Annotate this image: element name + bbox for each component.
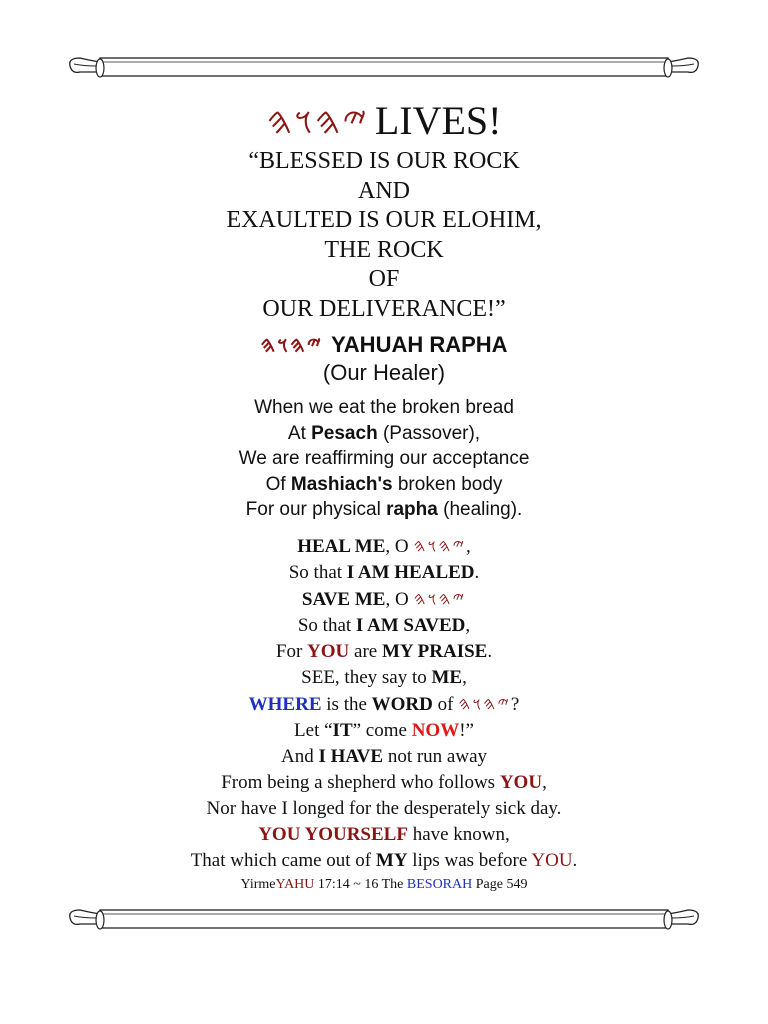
- poem-line: [0, 533, 768, 560]
- quote-block: [0, 147, 768, 324]
- poem-line: [0, 560, 768, 586]
- text-run: broken body: [392, 473, 503, 495]
- text-run: ,: [465, 614, 471, 636]
- page-content: [0, 98, 768, 894]
- text-run-bold: Pesach: [311, 422, 378, 444]
- text-run: are: [349, 640, 382, 662]
- text-run-red: YOU: [531, 849, 573, 871]
- text-run: not run away: [383, 745, 488, 767]
- text-run: .: [572, 849, 578, 871]
- text-run: have known,: [407, 823, 510, 845]
- text-run: .: [474, 561, 480, 583]
- quote-line: AND: [358, 177, 410, 204]
- subtitle-line: [0, 331, 768, 359]
- para-line: When we eat the broken bread: [254, 397, 514, 418]
- text-run-bold: rapha: [386, 499, 438, 521]
- text-run: (healing).: [437, 499, 523, 521]
- text-run: .: [487, 640, 493, 662]
- text-run-red: YOU: [307, 640, 350, 662]
- subtitle-text: YAHUAH RAPHA: [331, 332, 508, 357]
- text-run: !”: [459, 719, 474, 741]
- text-run: , O: [385, 588, 414, 610]
- text-run-bold: MY: [375, 849, 408, 871]
- text-run-bold: HEAL ME: [297, 535, 386, 557]
- text-run: 17:14 ~ 16 The: [314, 876, 407, 892]
- poem-line: [0, 639, 768, 665]
- text-run-bold: I AM HEALED: [346, 561, 475, 583]
- text-run-bright-red: NOW: [411, 719, 460, 741]
- poem-line: Nor have I longed for the desperately sick day.: [206, 797, 562, 819]
- para-line: [0, 421, 768, 447]
- text-run-bold: I AM SAVED: [355, 614, 466, 636]
- quote-line: THE ROCK: [324, 236, 444, 263]
- text-run: lips was before: [407, 849, 532, 871]
- poem-line: [0, 691, 768, 718]
- divine-name-glyphs: 𐤉𐤄𐤅𐤄: [266, 101, 369, 143]
- text-run: ” come: [352, 719, 412, 741]
- scroll-border-top: [66, 54, 702, 82]
- text-run: of: [432, 693, 459, 715]
- title-text: LIVES!: [374, 98, 502, 143]
- text-run: At: [287, 422, 312, 444]
- text-run: And: [280, 745, 319, 767]
- text-run-bold: WORD: [371, 693, 433, 715]
- divine-name-glyphs: 𐤉𐤄𐤅𐤄: [413, 535, 467, 556]
- text-run: That which came out of: [190, 849, 376, 871]
- poem-line: [0, 822, 768, 848]
- text-run-bold: Mashiach's: [290, 473, 393, 495]
- text-run: ?: [510, 693, 520, 715]
- text-run-blue: BESORAH: [406, 876, 473, 892]
- poem-line: [0, 665, 768, 691]
- text-run-red: YAHU: [275, 876, 315, 892]
- poem-line: [0, 718, 768, 744]
- subtitle-line-2: (Our Healer): [322, 360, 446, 385]
- para-line: We are reaffirming our acceptance: [238, 448, 530, 470]
- quote-line: EXAULTED IS OUR ELOHIM,: [226, 207, 542, 233]
- text-run: Yirme: [240, 876, 276, 892]
- scroll-border-bottom: [66, 906, 702, 934]
- poem-line: [0, 744, 768, 770]
- scripture-poem: [0, 533, 768, 874]
- para-line: [0, 472, 768, 498]
- text-run-bold: MY PRAISE: [381, 640, 488, 662]
- divine-name-glyphs: 𐤉𐤄𐤅𐤄: [413, 588, 467, 609]
- text-run: Let “: [294, 719, 333, 741]
- text-run-bold: IT: [332, 719, 353, 741]
- text-run-red: YOU: [499, 771, 543, 793]
- poem-line: [0, 613, 768, 639]
- text-run: ,: [542, 771, 547, 793]
- text-run: , O: [385, 535, 414, 557]
- scripture-citation: [0, 876, 768, 894]
- para-line: [0, 497, 768, 523]
- text-run-bold: ME: [431, 666, 463, 688]
- text-run-blue: WHERE: [248, 693, 322, 715]
- text-run-red: YOU YOURSELF: [258, 823, 408, 845]
- poem-line: [0, 848, 768, 874]
- text-run-bold: SAVE ME: [301, 588, 386, 610]
- text-run-bold: I HAVE: [318, 745, 384, 767]
- divine-name-glyphs: 𐤉𐤄𐤅𐤄: [260, 332, 324, 357]
- intro-paragraph: [0, 395, 768, 523]
- quote-line: OUR DELIVERANCE!”: [262, 295, 506, 322]
- text-run: Page 549: [472, 876, 528, 892]
- text-run: From being a shepherd who follows: [221, 771, 500, 793]
- page-title: [0, 98, 768, 145]
- subtitle: [0, 331, 768, 387]
- text-run: ,: [466, 535, 471, 557]
- quote-line: OF: [368, 266, 400, 292]
- text-run: So that: [297, 614, 356, 636]
- text-run: For: [275, 640, 308, 662]
- quote-line: “BLESSED IS OUR ROCK: [248, 148, 520, 174]
- text-run: For our physical: [245, 499, 387, 521]
- text-run: Of: [265, 473, 291, 495]
- text-run: is the: [321, 693, 372, 715]
- poem-line: [0, 770, 768, 796]
- poem-line: [0, 586, 768, 613]
- text-run: (Passover),: [377, 422, 481, 444]
- text-run: So that: [288, 561, 347, 583]
- divine-name-glyphs: 𐤉𐤄𐤅𐤄: [458, 693, 511, 714]
- text-run: SEE, they say to: [301, 666, 432, 688]
- text-run: ,: [462, 666, 467, 688]
